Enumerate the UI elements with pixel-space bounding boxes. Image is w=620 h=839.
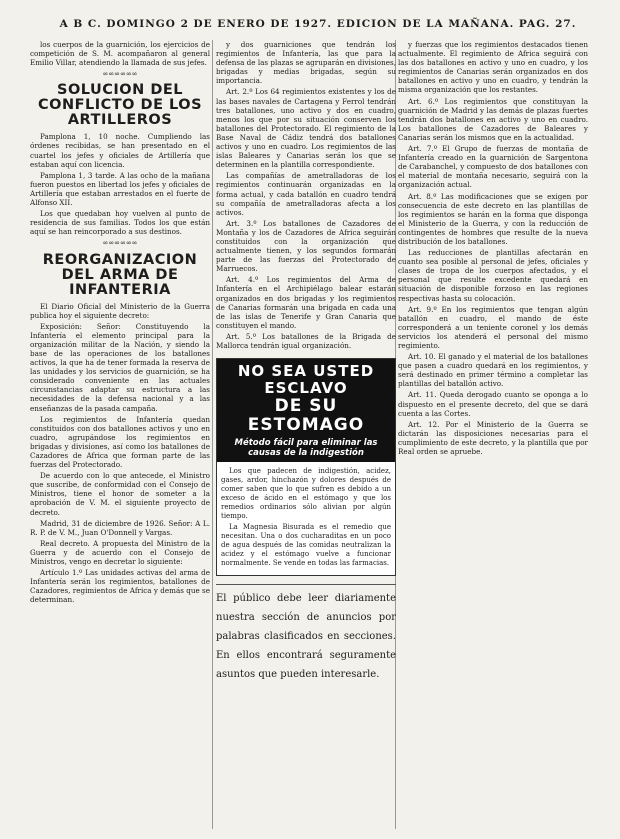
classifieds-notice: El público debe leer diariamente nuestra sección de anuncios por palabras clasificados en secciones. En ellos encontrará seguramente asuntos que pueden interesarle. [216, 584, 396, 684]
headline-infanteria: REORGANIZACION DEL ARMA DE INFANTERIA [42, 251, 198, 298]
article-text: Art. 2.º Los 64 regimientos existentes y los de las bases navales de Cartagena y Ferrol tendrán tres batallones, uno activo y dos en cuadro, menos los que por su situación conserven los batallones del Protectorado. El regimiento de la Base Naval de Cádiz tendrá dos batallones activos y uno en cuadro. Los regimientos de las islas Baleares y Canarias serán los que se determinen en la plantilla correspondiente. [216, 87, 396, 170]
page-header: A B C. DOMINGO 2 DE ENERO DE 1927. EDICION DE LA MAÑANA. PAG. 27. [59, 18, 577, 30]
ad-headline-1: NO SEA USTED ESCLAVO [237, 362, 375, 398]
advertisement [216, 358, 396, 576]
column-1 [30, 40, 210, 831]
headline-artilleros: SOLUCION DEL CONFLICTO DE LOS ARTILLEROS [37, 82, 203, 129]
article-text: Art. 4.º Los regimientos del Arma de Infantería en el Archipiélago balear estarán organizados en dos brigadas y los regimientos de Canarias formarán una brigada en cada una de las islas de Tenerife y Gran Canaria que constituyen el mando. [216, 275, 396, 330]
article-text: El Diario Oficial del Ministerio de la Guerra publica hoy el siguiente decreto: [30, 301, 210, 320]
article-text: Art. 6.º Los regimientos que constituyan la guarnición de Madrid y las demás de plazas fuertes tendrán dos batallones en activo y uno en cuadro. Los batallones de Cazadores de Baleares y Canarias serán los mismos que en la actualidad. [398, 96, 588, 142]
ad-body [217, 462, 395, 575]
article-text: Las compañías de ametralladoras de los regimientos continuarán organizadas en la forma actual, y cada batallón en cuadro tendrá su compañía de ametralladoras afecta a los activos. [216, 171, 396, 217]
article-text: Art. 11. Queda derogado cuanto se oponga a lo dispuesto en el presente decreto, del que se dará cuenta a las Cortes. [398, 390, 588, 418]
article-text: Las reducciones de plantillas afectarán en cuanto sea posible al personal de jefes, oficiales y clases de tropa de los cuerpos afectados, y el personal que resulte excedente quedará en situación de disponible forzoso en las regiones respectivas hasta su colocación. [398, 248, 588, 303]
article-text: Exposición: Señor: Constituyendo la Infantería el elemento principal para la organización militar de la Nación, y siendo la base de las operaciones de los batallones activos, la que ha de tener formada la reserva de las unidades y los servicios de guarnición, se ha considerado conveniente en las actuales circunstancias adaptar su estructura a las necesidades de la defensa nacional y a las enseñanzas de la pasada campaña. [30, 321, 210, 413]
article-text: Art. 7.º El Grupo de fuerzas de montaña de Infantería creado en la guarnición de Sargentona de Carabanchel, y compuesto de dos batallones con el material de montaña necesario, seguirá con la organización actual. [398, 144, 588, 190]
article-text: Art. 12. Por el Ministerio de la Guerra se dictarán las disposiciones necesarias para el cumplimiento de este decreto, y la plantilla que por Real orden se apruebe. [398, 419, 588, 457]
article-text: Pamplona 1, 10 noche. Cumpliendo las órdenes recibidas, se han presentado en el cuartel los jefes y oficiales de Artillería que estaban aquí con licencia. [30, 132, 210, 169]
ad-headline-2: DE SU ESTOMAGO [247, 396, 365, 436]
article-text: Los regimientos de Infantería quedan constituidos con dos batallones activos y uno en cuadro, agrupándose los regimientos en brigadas y divisiones, así como los batallones de Cazadores de Africa que forman parte de las fuerzas del Protectorado. [30, 414, 210, 470]
column-2 [216, 40, 396, 831]
article-text: Art. 3.º Los batallones de Cazadores de Montaña y los de Cazadores de Africa seguirán constituidos con la organización que actualmente tienen, y los segundos formarán parte de las fuerzas del Protectorado de Marruecos. [216, 218, 396, 274]
article-text: Real decreto. A propuesta del Ministro de la Guerra y de acuerdo con el Consejo de Ministros, vengo en decretar lo siguiente: [30, 538, 210, 567]
article-text: Art. 8.º Las modificaciones que se exigen por consecuencia de este decreto en las plantillas de los regimientos se harán en la forma que disponga el Ministerio de la Guerra, y con la reducción de contingentes de hombres que resulte de la nueva distribución de los batallones. [398, 191, 588, 246]
article-text: De acuerdo con lo que antecede, el Ministro que suscribe, de conformidad con el Consejo de Ministros, tiene el honor de someter a la aprobación de V. M. el siguiente proyecto de decreto. [30, 471, 210, 517]
article-text: Art. 10. El ganado y el material de los batallones que pasen a cuadro quedará en los regimientos, y será destinado en primer término a completar las plantillas del batallón activo. [398, 352, 588, 389]
column-rule [212, 40, 213, 829]
article-text: Madrid, 31 de diciembre de 1926. Señor: A L. R. P. de V. M., Juan O'Donnell y Vargas. [30, 518, 210, 537]
article-text: los cuerpos de la guarnición, los ejercicios de competición de S. M. acompañaron al general Emilio Villar, atendiendo la llamada de sus jefes. [30, 40, 210, 68]
article-text: y dos guarniciones que tendrán los regimientos de Infantería, las que para la defensa de las plazas se agruparán en divisiones, brigadas y medias brigadas, según su importancia. [216, 40, 396, 86]
article-text: Artículo 1.º Las unidades activas del arma de Infantería serán los regimientos, batallones de Cazadores, regimientos de Africa y demás que se determinan. [30, 568, 210, 605]
article-text: Pamplona 1, 3 tarde. A las ocho de la mañana fueron puestos en libertad los jefes y oficiales de Artillería que estaban arrestados en el fuerte de Alfonso XII. [30, 170, 210, 208]
ad-header [217, 359, 395, 462]
ornament: ∞∞∞∞∞∞ [102, 70, 138, 79]
article-text: y fuerzas que los regimientos destacados tienen actualmente. El regimiento de Africa seguirá con las dos batallones en activo y uno en cuadro, y los regimientos de Canarias serán organizados en dos batallones en activo y uno en cuadro, y tendrán la misma organización que los restantes. [398, 40, 588, 95]
column-3 [398, 40, 588, 831]
article-text: Los que quedaban hoy vuelven al punto de residencia de sus familias. Todos los que están aquí se han reincorporado a sus destinos. [30, 209, 210, 237]
article-text: Art. 9.º En los regimientos que tengan algún batallón en cuadro, el mando de éste corresponderá a un teniente coronel y los demás servicios los atenderá el personal del mismo regimiento. [398, 304, 588, 350]
article-text: Art. 5.º Los batallones de la Brigada de Mallorca tendrán igual organización. [216, 331, 396, 350]
ad-text: La Magnesia Bisurada es el remedio que necesitan. Una o dos cucharaditas en un poco de agua después de las comidas neutralizan la acidez y el estómago vuelve a funcionar normalmente. Se vende en todas las farmacias. [221, 523, 391, 568]
ad-subheadline: Método fácil para eliminar las causas de la indigestión [234, 438, 378, 459]
ad-text: Los que padecen de indigestión, acidez, gases, ardor, hinchazón y dolores después de comer saben que lo que sufren es debido a un exceso de ácido en el estómago y que los remedios ordinarios sólo alivian por algún tiempo. [221, 467, 391, 521]
ornament: ∞∞∞∞∞∞ [102, 239, 138, 248]
